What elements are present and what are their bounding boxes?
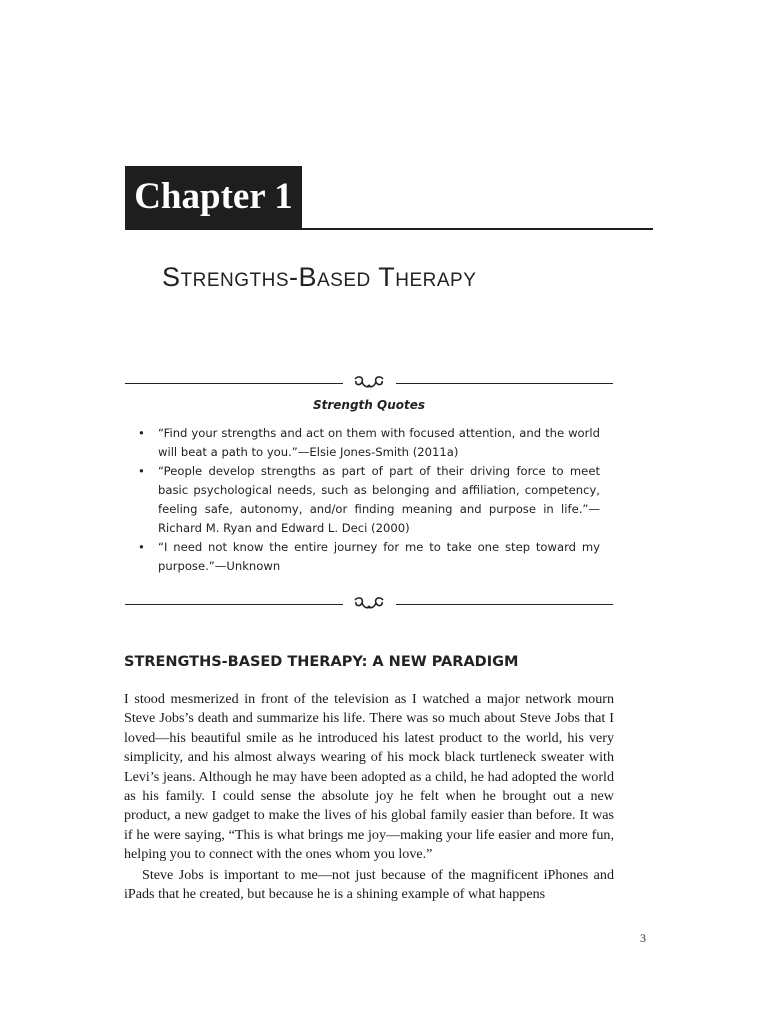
- ornament-icon: [349, 373, 389, 398]
- section-heading: STRENGTHS-BASED THERAPY: A NEW PARADIGM: [124, 654, 519, 670]
- list-item: [138, 424, 600, 462]
- quote-text: “People develop strengths as part of part of their driving force to meet basic psychological needs, such as belonging and affiliation, competency, feeling safe, autonomy, and/or finding meaning and purpose in life.”—Richard M. Ryan and Edward L. Deci (2000): [158, 464, 600, 535]
- list-item: [138, 538, 600, 576]
- quotes-bottom-rule-left: [125, 604, 343, 605]
- bullet-icon: •: [138, 426, 145, 440]
- quote-text: “Find your strengths and act on them with focused attention, and the world will beat a path to you.”—Elsie Jones-Smith (2011a): [158, 426, 600, 459]
- ornament-icon: [349, 594, 389, 619]
- bullet-icon: •: [138, 540, 145, 554]
- quotes-bottom-rule-right: [396, 604, 613, 605]
- chapter-rule: [302, 228, 653, 230]
- quote-text: “I need not know the entire journey for me to take one step toward my purpose.”—Unknown: [158, 540, 600, 573]
- chapter-label: Chapter 1: [134, 176, 293, 217]
- page-number: 3: [640, 931, 646, 945]
- body-paragraph: Steve Jobs is important to me—not just because of the magnificent iPhones and iPads that he created, but because he is a shining example of what happens: [124, 867, 614, 903]
- chapter-title: Strengths-Based Therapy: [162, 262, 477, 292]
- quotes-top-rule-left: [125, 383, 343, 384]
- quotes-heading: Strength Quotes: [312, 398, 426, 412]
- quotes-top-rule-right: [396, 383, 613, 384]
- body-paragraph: I stood mesmerized in front of the television as I watched a major network mourn Steve Jobs’s death and summarize his life. There was so much about Steve Jobs that I loved—his beautiful smile as he introduced his latest product to the world, his very simplicity, and his almost always wearing of his mock black turtleneck sweater with Levi’s jeans. Although he may have been adopted as a child, he had adopted the world as his family. I could sense the absolute joy he felt when he brought out a new product, a new gadget to make the lives of his global family easier than before. It was if he were saying, “This is what brings me joy—making your life easier and more fun, helping you to connect with the ones whom you love.”: [124, 691, 614, 863]
- quote-list: [138, 424, 600, 576]
- list-item: [138, 462, 600, 538]
- bullet-icon: •: [138, 464, 145, 478]
